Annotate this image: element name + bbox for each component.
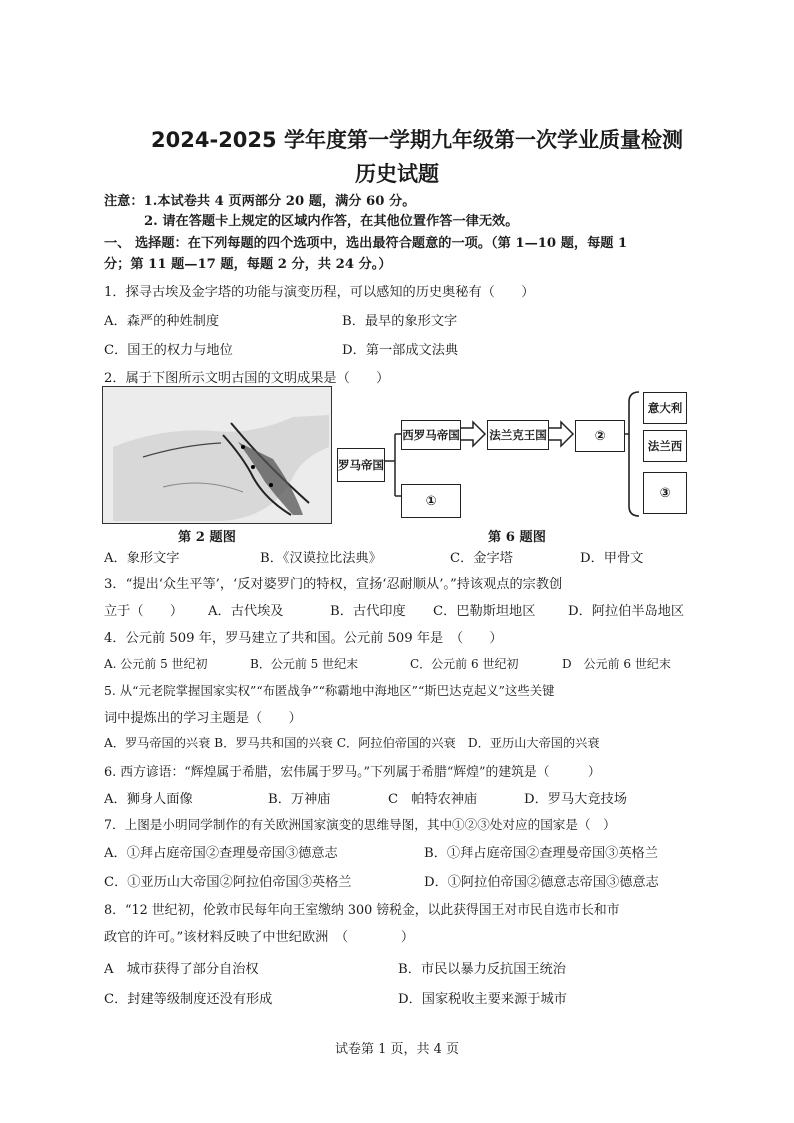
section-heading-line1: 一、 选择题：在下列每题的四个选项中，选出最符合题意的一项。（第 1—10 题，每题 1: [104, 236, 628, 251]
q7-option-a: A．①拜占庭帝国②查理曼帝国③德意志: [104, 846, 338, 861]
q8-option-c: C．封建等级制度还没有形成: [104, 992, 273, 1007]
q3-stem-line1: 3．“提出‘众生平等’，‘反对婆罗门的特权，宣扬‘忍耐顺从’。”持该观点的宗教创: [104, 577, 563, 592]
flow-diagram: [333, 386, 693, 526]
flow-box-circle-2: ②: [575, 420, 625, 452]
q5-options: A．罗马帝国的兴衰 B．罗马共和国的兴衰 C．阿拉伯帝国的兴衰 D．亚历山大帝国的兴衰: [104, 736, 600, 750]
section-heading-line2: 分；第 11 题—17 题，每题 2 分，共 24 分。）: [104, 257, 392, 272]
q8-option-b: B．市民以暴力反抗国王统治: [398, 962, 566, 977]
q1-option-a: A．森严的种姓制度: [104, 314, 220, 329]
q5-stem-line2: 词中提炼出的学习主题是（ ）: [104, 711, 302, 726]
flow-box-west-rome: 西罗马帝国: [401, 420, 461, 450]
q1-option-c: C．国王的权力与地位: [104, 343, 233, 358]
q6-stem: 6. 西方谚语：“辉煌属于希腊，宏伟属于罗马。”下列属于希腊“辉煌”的建筑是（ ）: [104, 765, 601, 780]
q2-option-d: D．甲骨文: [580, 551, 644, 566]
q5-stem-line1: 5. 从“元老院掌握国家实权”“布匿战争”“称霸地中海地区”“斯巴达克起义”这些关键: [104, 683, 555, 698]
q3-option-a: A．古代埃及: [208, 604, 284, 619]
q2-option-a: A．象形文字: [104, 551, 180, 566]
q3-stem-line2: 立于（ ）: [104, 604, 184, 619]
flow-box-rome: 罗马帝国: [337, 448, 385, 482]
map-figure: [102, 386, 332, 524]
exam-subtitle: 历史试题: [355, 162, 439, 186]
q4-option-d: D 公元前 6 世纪末: [562, 657, 671, 671]
q1-stem: 1．探寻古埃及金字塔的功能与演变历程，可以感知的历史奥秘有（ ）: [104, 285, 535, 300]
q7-stem: 7．上图是小明同学制作的有关欧洲国家演变的思维导图，其中①②③处对应的国家是（ ）: [104, 817, 616, 832]
q1-option-b: B．最早的象形文字: [342, 314, 458, 329]
flow-box-circle-3: ③: [643, 472, 687, 514]
map-illustration: [103, 387, 331, 523]
q8-stem-line2: 政官的许可。”该材料反映了中世纪欧洲 （ ）: [104, 930, 415, 945]
q3-option-c: C．巴勒斯坦地区: [433, 604, 536, 619]
q4-option-a: A. 公元前 5 世纪初: [104, 657, 208, 671]
q4-option-b: B．公元前 5 世纪末: [250, 657, 359, 671]
q2-option-b: B．《汉谟拉比法典》: [260, 551, 382, 566]
q2-option-c: C．金字塔: [450, 551, 513, 566]
q7-option-b: B．①拜占庭帝国②查理曼帝国③英格兰: [424, 846, 658, 861]
q2-stem: 2．属于下图所示文明古国的文明成果是（ ）: [104, 371, 390, 386]
q8-option-a: A 城市获得了部分自治权: [104, 962, 259, 977]
flow-box-italy: 意大利: [643, 392, 687, 424]
q8-option-d: D．国家税收主要来源于城市: [398, 992, 567, 1007]
q6-option-a: A．狮身人面像: [104, 792, 193, 807]
flow-connectors: [333, 386, 693, 526]
flow-box-circle-1: ①: [401, 484, 461, 518]
flow-caption: 第 6 题图: [488, 530, 546, 545]
q7-option-d: D．①阿拉伯帝国②德意志帝国③德意志: [424, 875, 659, 890]
q7-option-c: C．①亚历山大帝国②阿拉伯帝国③英格兰: [104, 875, 352, 890]
q4-stem: 4．公元前 509 年，罗马建立了共和国。公元前 509 年是 （ ）: [104, 631, 503, 646]
flow-box-france: 法兰西: [643, 430, 687, 462]
q8-stem-line1: 8．“12 世纪初，伦敦市民每年向王室缴纳 300 镑税金，以此获得国王对市民自选市长和市: [104, 903, 620, 918]
q3-option-b: B．古代印度: [330, 604, 406, 619]
exam-title: 2024-2025 学年度第一学期九年级第一次学业质量检测: [151, 128, 683, 152]
q3-option-d: D．阿拉伯半岛地区: [568, 604, 685, 619]
flow-box-frank: 法兰克王国: [487, 420, 549, 450]
q4-option-c: C．公元前 6 世纪初: [410, 657, 519, 671]
note-2: 2. 请在答题卡上规定的区域内作答，在其他位置作答一律无效。: [144, 214, 519, 229]
q6-option-d: D．罗马大竞技场: [524, 792, 627, 807]
q6-option-c: C 帕特农神庙: [388, 792, 478, 807]
note-1: 注意：1.本试卷共 4 页两部分 20 题，满分 60 分。: [104, 194, 416, 209]
q1-option-d: D．第一部成文法典: [342, 343, 459, 358]
map-caption: 第 2 题图: [178, 530, 236, 545]
q6-option-b: B．万神庙: [268, 792, 331, 807]
page-footer: 试卷第 1 页，共 4 页: [334, 1042, 460, 1057]
